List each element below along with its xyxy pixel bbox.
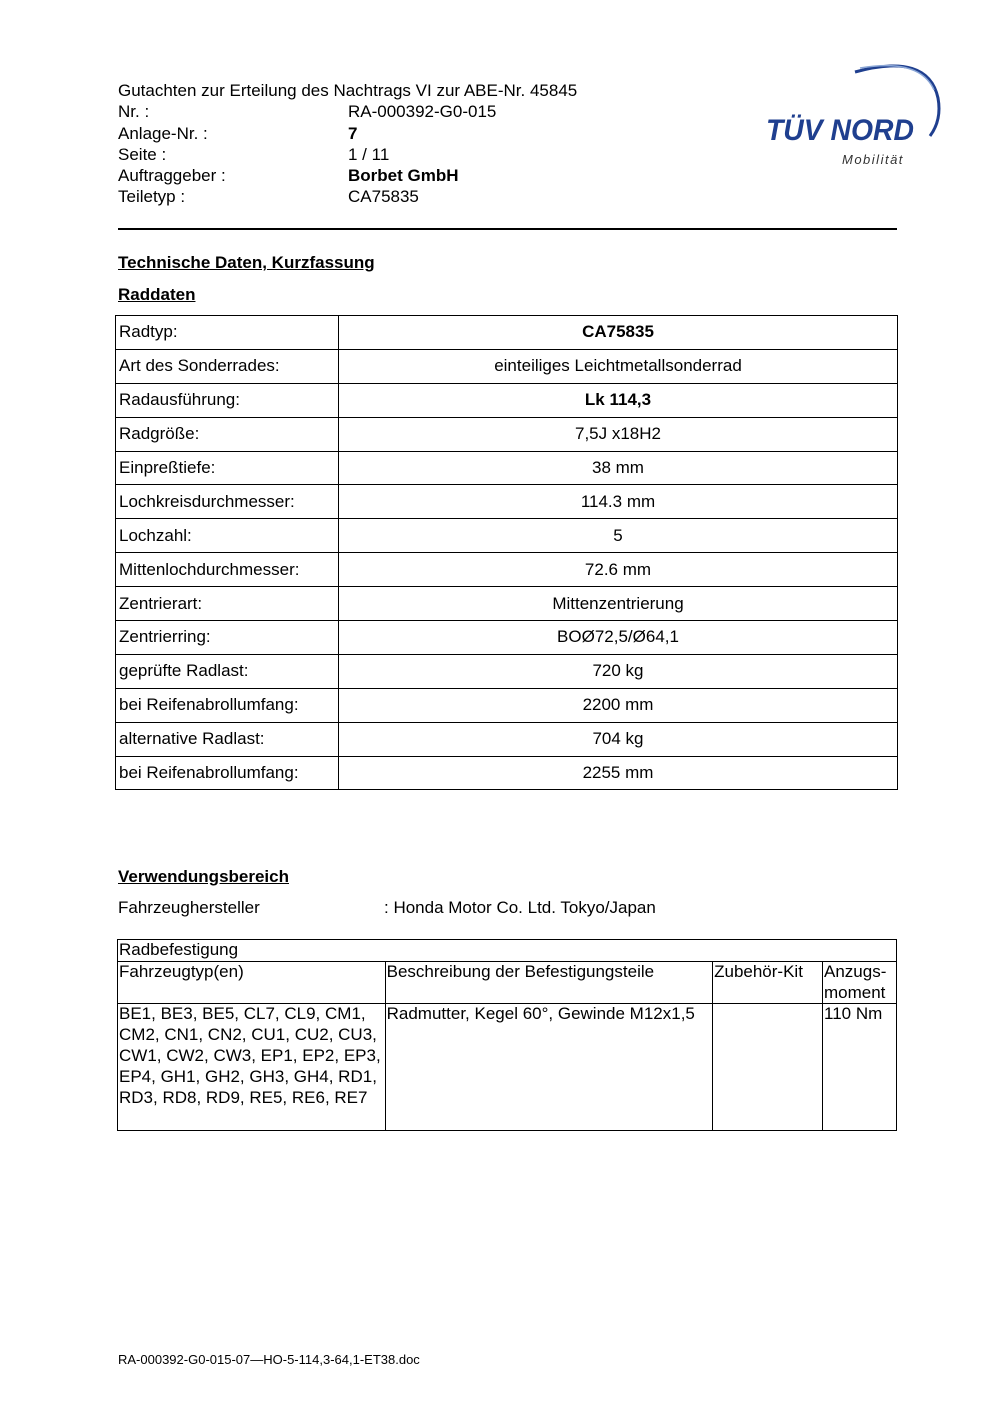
- row-value: 114.3 mm: [339, 485, 898, 519]
- row-value: 704 kg: [339, 722, 898, 756]
- row-label: Einpreßtiefe:: [116, 451, 339, 485]
- manufacturer-row: [118, 898, 656, 918]
- header-row-teiletyp: [118, 186, 718, 207]
- row-label: alternative Radlast:: [116, 722, 339, 756]
- row-value: 2255 mm: [339, 756, 898, 790]
- cell-accessory-kit: [713, 1004, 823, 1131]
- header-fastening-description: Beschreibung der Befestigungsteile: [385, 961, 712, 1004]
- table-row: [116, 756, 898, 790]
- header-row-seite: [118, 144, 718, 165]
- table-row: [116, 587, 898, 621]
- row-value: BOØ72,5/Ø64,1: [339, 621, 898, 655]
- table-row: [116, 383, 898, 417]
- table-row: [116, 316, 898, 350]
- header-value: 1 / 11: [348, 144, 390, 164]
- row-label: Zentrierart:: [116, 587, 339, 621]
- header-key: Nr. :: [118, 102, 150, 122]
- header-key: Auftraggeber :: [118, 166, 226, 186]
- mounting-table: [117, 939, 897, 1131]
- mounting-table-title: Radbefestigung: [118, 940, 897, 962]
- row-label: Mittenlochdurchmesser:: [116, 553, 339, 587]
- row-value: 2200 mm: [339, 688, 898, 722]
- table-row: [116, 621, 898, 655]
- row-value: CA75835: [339, 316, 898, 350]
- table-row: [116, 654, 898, 688]
- table-row: [116, 451, 898, 485]
- header-accessory-kit: Zubehör-Kit: [713, 961, 823, 1004]
- header-value: Borbet GmbH: [348, 166, 459, 186]
- footer-filename: RA-000392-G0-015-07—HO-5-114,3-64,1-ET38.doc: [118, 1352, 420, 1367]
- row-label: Radausführung:: [116, 383, 339, 417]
- logo-sub: Mobilität: [842, 152, 904, 167]
- row-label: Zentrierring:: [116, 621, 339, 655]
- row-label: Lochzahl:: [116, 519, 339, 553]
- header-value: 7: [348, 123, 358, 143]
- manufacturer-label: Fahrzeughersteller: [118, 898, 260, 917]
- cell-vehicle-types: BE1, BE3, BE5, CL7, CL9, CM1, CM2, CN1, CN2, CU1, CU2, CU3, CW1, CW2, CW3, EP1, EP2, EP3, EP4, GH1, GH2, GH3, GH4, RD1, RD3, RD8, RD9, RE5, RE6, RE7: [118, 1004, 386, 1131]
- manufacturer-value: : Honda Motor Co. Ltd. Tokyo/Japan: [384, 898, 656, 917]
- row-value: 7,5J x18H2: [339, 417, 898, 451]
- wheel-data-table: [115, 315, 898, 790]
- header-value: CA75835: [348, 187, 419, 207]
- header-row-anlage: [118, 123, 718, 144]
- row-label: bei Reifenabrollumfang:: [116, 688, 339, 722]
- table-row: [116, 553, 898, 587]
- row-value: einteiliges Leichtmetallsonderrad: [339, 349, 898, 383]
- row-label: Lochkreisdurchmesser:: [116, 485, 339, 519]
- header-key: Seite :: [118, 144, 167, 164]
- section-wheel-data-title: Raddaten: [118, 285, 196, 304]
- tuev-nord-logo: [760, 58, 945, 173]
- row-value: 38 mm: [339, 451, 898, 485]
- header-row-nr: [118, 101, 718, 122]
- table-row: [116, 349, 898, 383]
- document-header: [118, 80, 718, 208]
- row-label: Radgröße:: [116, 417, 339, 451]
- row-label: Radtyp:: [116, 316, 339, 350]
- cell-fastening-description: Radmutter, Kegel 60°, Gewinde M12x1,5: [385, 1004, 712, 1131]
- row-value: 5: [339, 519, 898, 553]
- header-row-auftraggeber: [118, 165, 718, 186]
- table-row: [116, 519, 898, 553]
- header-key: Anlage-Nr. :: [118, 123, 208, 143]
- row-value: 72.6 mm: [339, 553, 898, 587]
- section-technical-title: Technische Daten, Kurzfassung: [118, 253, 375, 272]
- row-value: Lk 114,3: [339, 383, 898, 417]
- table-row: [116, 417, 898, 451]
- row-label: bei Reifenabrollumfang:: [116, 756, 339, 790]
- section-usage-title: Verwendungsbereich: [118, 867, 289, 886]
- logo-brand: TÜV NORD: [766, 114, 914, 147]
- header-vehicle-types: Fahrzeugtyp(en): [118, 961, 386, 1004]
- table-row: [116, 688, 898, 722]
- header-key: Teiletyp :: [118, 187, 186, 207]
- row-label: geprüfte Radlast:: [116, 654, 339, 688]
- header-divider: [118, 228, 897, 230]
- header-value: RA-000392-G0-015: [348, 102, 497, 122]
- row-value: 720 kg: [339, 654, 898, 688]
- row-value: Mittenzentrierung: [339, 587, 898, 621]
- row-label: Art des Sonderrades:: [116, 349, 339, 383]
- table-row: [116, 485, 898, 519]
- cell-torque: 110 Nm: [823, 1004, 897, 1131]
- document-title: Gutachten zur Erteilung des Nachtrags VI zur ABE-Nr. 45845: [118, 81, 578, 100]
- header-torque: Anzugs- moment: [823, 961, 897, 1004]
- table-row: [116, 722, 898, 756]
